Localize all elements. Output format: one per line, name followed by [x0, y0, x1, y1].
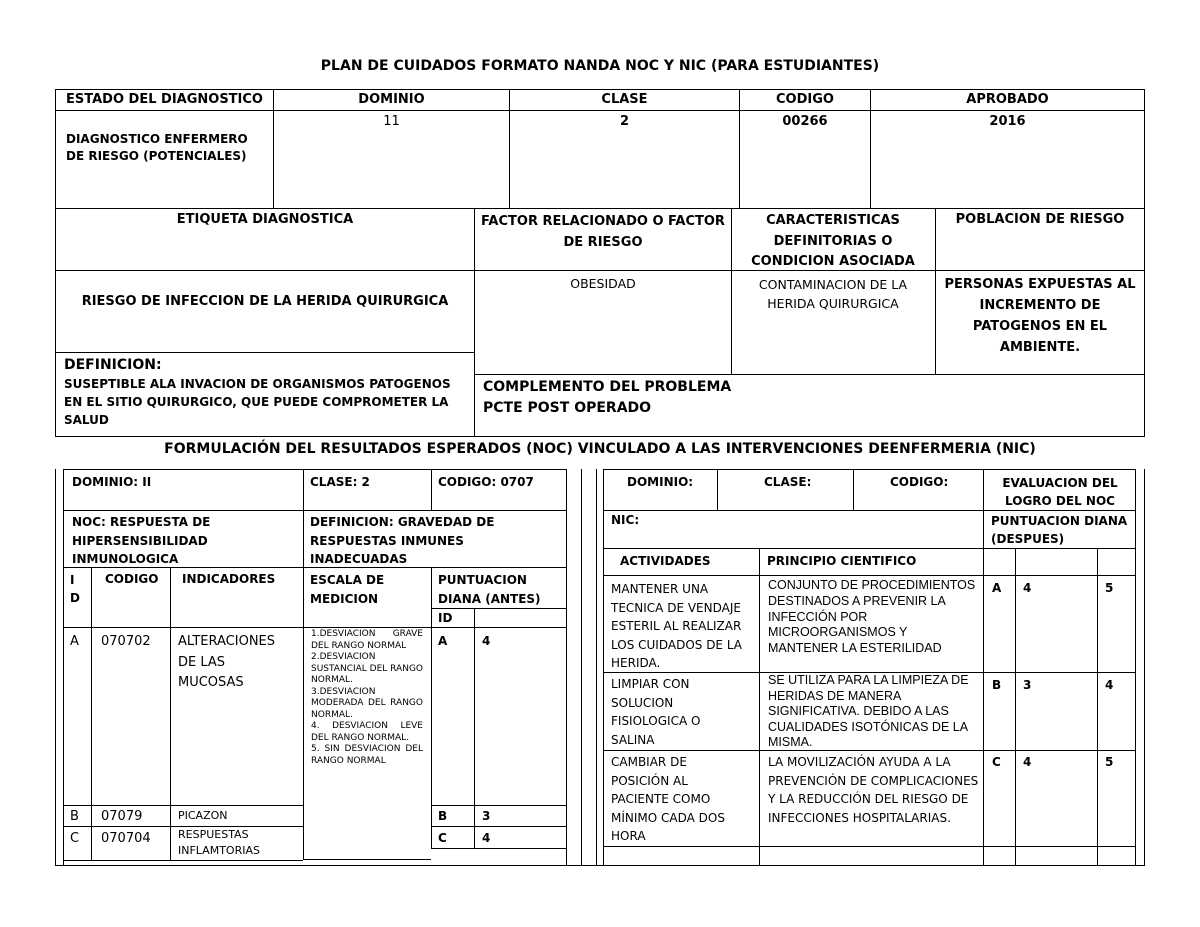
nic-row-a-id: A [992, 581, 1002, 595]
header-codigo: CODIGO [776, 92, 834, 107]
header-clase: CLASE [601, 92, 648, 107]
poblacion-label: POBLACION DE RIESGO [955, 212, 1125, 227]
escala-item: 5. SIN DESVIACION DEL RANGO NORMAL [311, 744, 423, 766]
dominio-value: 11 [383, 114, 400, 129]
page-title: PLAN DE CUIDADOS FORMATO NANDA NOC Y NIC (PARA ESTUDIANTES) [320, 58, 880, 74]
nic-row-c-antes: 4 [1023, 755, 1032, 769]
header-aprobado: APROBADO [966, 92, 1049, 107]
row-b-codigo: 07079 [101, 809, 143, 824]
section-title: FORMULACIÓN DEL RESULTADOS ESPERADOS (NOC) VINCULADO A LAS INTERVENCIONES DEENFERMERIA (NIC) [164, 441, 1036, 457]
row-c-pid: C [438, 831, 447, 845]
row-b-punt: 3 [482, 809, 491, 823]
nic-row-b-antes: 3 [1023, 678, 1032, 692]
nic-codigo: CODIGO: [890, 475, 949, 489]
caracteristicas-label: CARACTERISTICAS DEFINITORIAS O CONDICION ASOCIADA [751, 213, 915, 269]
header-dominio: DOMINIO [358, 92, 425, 107]
row-b-indicador: PICAZON [178, 809, 228, 822]
row-a-pid: A [438, 634, 448, 648]
nic-row-c-id: C [992, 755, 1001, 769]
nic-label: NIC: [611, 513, 640, 527]
nic-evaluacion: EVALUACION DEL LOGRO DEL NOC [1002, 476, 1118, 508]
caracteristicas-value: CONTAMINACION DE LA HERIDA QUIRURGICA [758, 277, 908, 311]
nic-clase: CLASE: [764, 475, 812, 489]
noc-clase: CLASE: 2 [310, 475, 370, 489]
poblacion-value: PERSONAS EXPUESTAS AL INCREMENTO DE PATOGENOS EN EL AMBIENTE. [944, 277, 1136, 355]
nic-dominio: DOMINIO: [627, 475, 694, 489]
complemento-value: PCTE POST OPERADO [483, 400, 652, 416]
col-codigo: CODIGO [105, 572, 159, 586]
row-c-indicador: RESPUESTAS INFLAMTORIAS [178, 828, 260, 857]
col-principio: PRINCIPIO CIENTIFICO [767, 554, 917, 568]
nic-row-a-antes: 4 [1023, 581, 1032, 595]
row-c-id: C [70, 831, 80, 846]
definicion-label: DEFINICION: [64, 357, 162, 373]
escala-list [311, 629, 423, 767]
nic-row-c-principio: LA MOVILIZACIÓN AYUDA A LA PREVENCIÓN DE COMPLICACIONES Y LA REDUCCIÓN DEL RIESGO DE INFECCIONES HOSPITALARIAS. [768, 755, 979, 825]
noc-codigo: CODIGO: 0707 [438, 475, 534, 489]
row-b-pid: B [438, 809, 448, 823]
clase-value: 2 [619, 114, 630, 129]
nic-row-b-actividad: LIMPIAR CON SOLUCION FISIOLOGICA O SALINA [611, 677, 701, 747]
col-actividades: ACTIVIDADES [620, 554, 711, 568]
escala-item: 4. DESVIACION LEVE DEL RANGO NORMAL. [311, 721, 423, 743]
nic-row-a-despues: 5 [1105, 581, 1114, 595]
row-c-punt: 4 [482, 831, 491, 845]
factor-value: OBESIDAD [570, 276, 636, 291]
noc-definicion: DEFINICION: GRAVEDAD DE RESPUESTAS INMUNES INADECUADAS [310, 515, 495, 566]
nic-row-c-despues: 5 [1105, 755, 1114, 769]
etiqueta-label: ETIQUETA DIAGNOSTICA [176, 212, 354, 227]
col-id: I D [70, 573, 80, 605]
nic-row-b-principio: SE UTILIZA PARA LA LIMPIEZA DE HERIDAS DE MANERA SIGNIFICATIVA. DEBIDO A LAS CUALIDADES ISOTÓNICAS DE LA MISMA. [768, 673, 969, 750]
header-estado: ESTADO DEL DIAGNOSTICO [66, 92, 263, 107]
codigo-value: 00266 [782, 114, 828, 129]
escala-item: 1.DESVIACION GRAVE DEL RANGO NORMAL [311, 629, 423, 651]
col-escala: ESCALA DE MEDICION [310, 573, 385, 606]
row-c-codigo: 070704 [101, 831, 151, 846]
col-indicadores: INDICADORES [182, 572, 276, 586]
row-a-punt: 4 [482, 634, 491, 648]
nic-row-a-principio: CONJUNTO DE PROCEDIMIENTOS DESTINADOS A PREVENIR LA INFECCIÓN POR MICROORGANISMOS Y MANTENER LA ESTERILIDAD [768, 578, 976, 656]
noc-dominio: DOMINIO: II [72, 475, 152, 489]
nic-row-b-id: B [992, 678, 1002, 692]
nic-row-a-actividad: MANTENER UNA TECNICA DE VENDAJE ESTERIL AL REALIZAR LOS CUIDADOS DE LA HERIDA. [611, 582, 742, 670]
row-a-codigo: 070702 [101, 634, 151, 649]
estado-value: DIAGNOSTICO ENFERMERO DE RIESGO (POTENCIALES) [66, 132, 248, 163]
nic-row-b-despues: 4 [1105, 678, 1114, 692]
definicion-value: SUSEPTIBLE ALA INVACION DE ORGANISMOS PATOGENOS EN EL SITIO QUIRURGICO, QUE PUEDE COMPROMETER LA SALUD [64, 377, 451, 427]
escala-item: 3.DESVIACION MODERADA DEL RANGO NORMAL. [311, 686, 423, 720]
row-a-indicador: ALTERACIONES DE LAS MUCOSAS [178, 634, 276, 690]
col-id2: ID [438, 611, 453, 625]
aprobado-value: 2016 [989, 114, 1026, 129]
noc-label: NOC: RESPUESTA DE HIPERSENSIBILIDAD INMUNOLOGICA [72, 515, 211, 566]
complemento-label: COMPLEMENTO DEL PROBLEMA [483, 379, 732, 395]
row-b-id: B [70, 809, 79, 824]
factor-label: FACTOR RELACIONADO O FACTOR DE RIESGO [481, 214, 725, 250]
row-a-id: A [70, 634, 79, 649]
nic-row-c-actividad: CAMBIAR DE POSICIÓN AL PACIENTE COMO MÍNIMO CADA DOS HORA [611, 755, 725, 843]
escala-item: 2.DESVIACION SUSTANCIAL DEL RANGO NORMAL. [311, 652, 423, 685]
nic-puntuacion: PUNTUACION DIANA (DESPUES) [991, 514, 1128, 546]
etiqueta-value: RIESGO DE INFECCION DE LA HERIDA QUIRURGICA [81, 294, 449, 309]
col-puntuacion: PUNTUACION DIANA (ANTES) [438, 573, 541, 606]
